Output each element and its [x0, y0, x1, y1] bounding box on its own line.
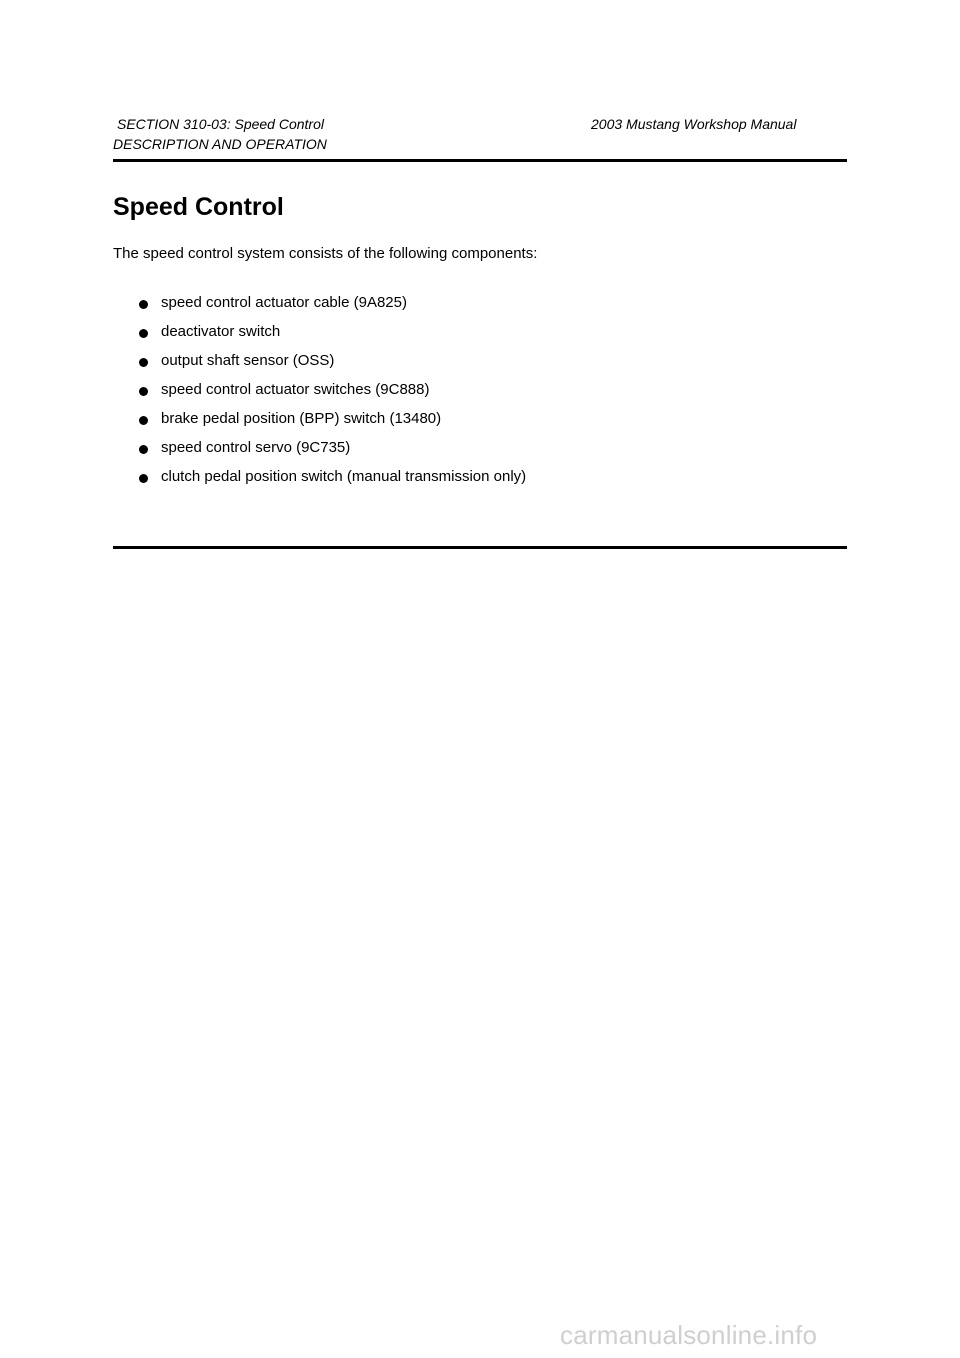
bullet-icon — [139, 300, 148, 309]
bullet-icon — [139, 329, 148, 338]
bullet-icon — [139, 445, 148, 454]
list-item-text: speed control actuator switches (9C888) — [161, 381, 430, 398]
list-item-text: speed control servo (9C735) — [161, 439, 351, 456]
list-item-text: speed control actuator cable (9A825) — [161, 294, 407, 311]
bullet-icon — [139, 474, 148, 483]
watermark: carmanualsonline.info — [560, 1320, 818, 1350]
section-header: SECTION 310-03: Speed Control — [117, 116, 324, 132]
bullet-icon — [139, 387, 148, 396]
top-divider — [113, 159, 847, 162]
list-item-text: output shaft sensor (OSS) — [161, 352, 335, 369]
bullet-icon — [139, 416, 148, 425]
bottom-divider — [113, 546, 847, 549]
intro-text: The speed control system consists of the following components: — [113, 245, 538, 262]
subsection-header: DESCRIPTION AND OPERATION — [113, 136, 327, 152]
list-item-text: deactivator switch — [161, 323, 281, 340]
list-item-text: clutch pedal position switch (manual transmission only) — [161, 468, 527, 485]
page-title: Speed Control — [113, 193, 284, 221]
bullet-icon — [139, 358, 148, 367]
list-item-text: brake pedal position (BPP) switch (13480) — [161, 410, 442, 427]
manual-title: 2003 Mustang Workshop Manual — [591, 116, 797, 132]
